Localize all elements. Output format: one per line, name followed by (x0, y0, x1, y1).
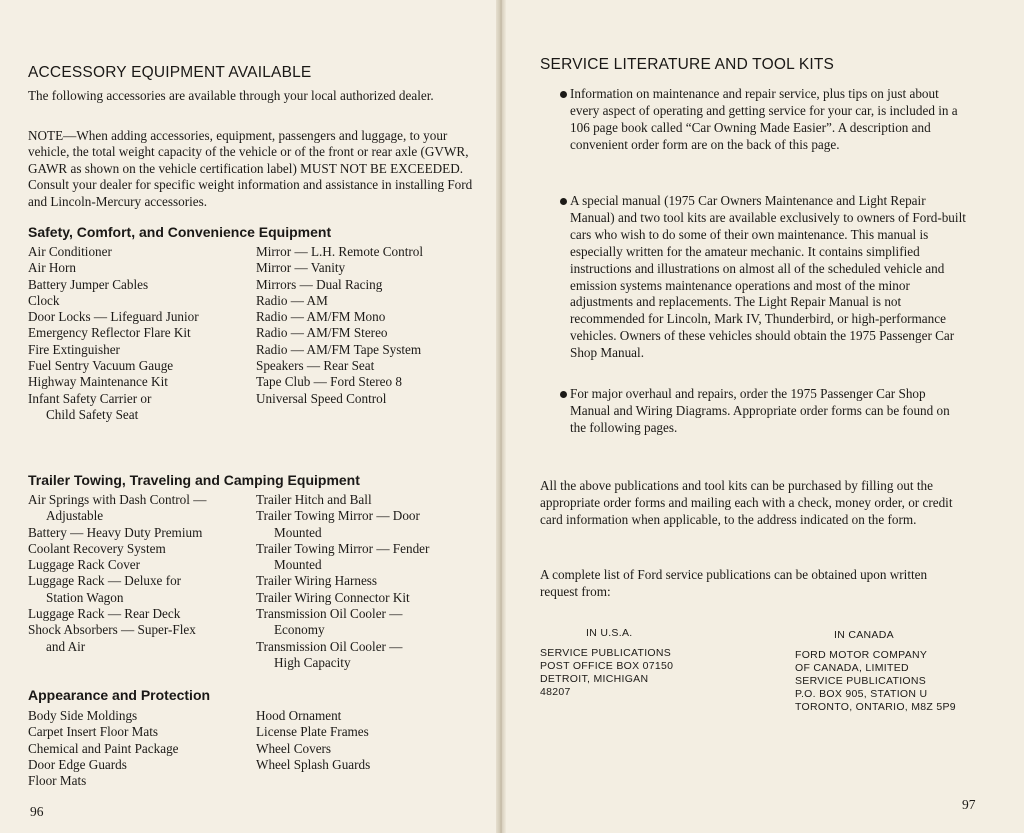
list-item: Mounted (274, 557, 322, 573)
list-item: Highway Maintenance Kit (28, 374, 168, 390)
list-item: Floor Mats (28, 773, 87, 789)
accessory-heading: ACCESSORY EQUIPMENT AVAILABLE (28, 64, 312, 81)
list-item: Body Side Moldings (28, 708, 138, 723)
list-item: Door Locks — Lifeguard Junior (28, 309, 199, 325)
address-line: FORD MOTOR COMPANY (795, 649, 928, 661)
list-item: Trailer Hitch and Ball (256, 492, 372, 507)
list-item: Air Conditioner (28, 244, 112, 259)
list-item: License Plate Frames (256, 724, 369, 740)
list-item: Chemical and Paint Package (28, 740, 179, 756)
page-number-left: 96 (30, 804, 44, 819)
bullet-icon (560, 391, 567, 398)
list-item: Radio — AM/FM Tape System (256, 341, 422, 357)
bullet-icon (560, 198, 567, 205)
list-item: Hood Ornament (256, 708, 342, 723)
address-line: SERVICE PUBLICATIONS (795, 675, 927, 687)
list-item: Door Edge Guards (28, 756, 127, 772)
request-paragraph: A complete list of Ford service publications can be obtained upon written request from: (540, 567, 928, 599)
safety-col1 (28, 244, 199, 423)
bullet-item-2: A special manual (1975 Car Owners Maintenance and Light Repair Manual) and two tool kits are available exclusively to owners of Ford-built cars who wish to do some of their own maintenance. This manual is especially written for the amateur mechanic. It contains simplified instructions and illustrations on almost all of the scheduled vehicle and emission systems maintenance operations and most of the minor adjustments and replacements. The Light Repair Manual is not recommended for Lincoln, Mark IV, Thunderbird, or high-performance vehicles. Owners of these vehicles should obtain the 1975 Passenger Car Shop Manual. (570, 193, 970, 362)
list-item: Emergency Reflector Flare Kit (28, 325, 191, 341)
list-item: Radio — AM/FM Mono (256, 309, 386, 325)
list-item: Mirror — L.H. Remote Control (256, 244, 424, 259)
list-item: Fuel Sentry Vacuum Gauge (28, 358, 174, 374)
list-item: Transmission Oil Cooler — (256, 638, 403, 654)
address-line: 48207 (540, 686, 571, 698)
list-item: Fire Extinguisher (28, 341, 120, 357)
list-item: Speakers — Rear Seat (256, 358, 375, 374)
list-item: Air Springs with Dash Control — (28, 492, 207, 507)
section-title-trailer: Trailer Towing, Traveling and Camping Equipment (28, 472, 360, 488)
list-item: Trailer Wiring Harness (256, 573, 378, 589)
list-item: Luggage Rack — Deluxe for (28, 573, 182, 589)
address-line: DETROIT, MICHIGAN (540, 673, 649, 685)
address-line: TORONTO, ONTARIO, M8Z 5P9 (795, 701, 956, 713)
address-line: POST OFFICE BOX 07150 (540, 660, 674, 672)
list-item: Wheel Covers (256, 740, 332, 756)
address-line: OF CANADA, LIMITED (795, 662, 909, 674)
list-item: Trailer Towing Mirror — Fender (256, 540, 430, 556)
list-item: Coolant Recovery System (28, 540, 166, 556)
intro-text: The following accessories are available through your local authorized dealer. (28, 88, 434, 103)
list-item: Mounted (274, 524, 322, 540)
bullet-item-1: Information on maintenance and repair service, plus tips on just about every aspect of operating and getting service for your car, is included in a 106 page book called “Car Owning Made Easier”. A description and convenient order form are on the back of this page. (570, 86, 960, 154)
list-item: Mirrors — Dual Racing (256, 276, 383, 292)
list-item: Radio — AM/FM Stereo (256, 325, 388, 341)
note-text: NOTE—When adding accessories, equipment, passengers and luggage, to your vehicle, the total weight capacity of the vehicle or of the front or rear axle (GVWR, GAWR as shown on the vehicle certification label) MUST NOT BE EXCEEDED. Consult your dealer for specific weight information and assistance in installing Ford and Lincoln-Mercury accessories. (28, 128, 473, 209)
canada-label: IN CANADA (834, 629, 894, 641)
list-item: Clock (28, 292, 60, 308)
address-line: SERVICE PUBLICATIONS (540, 647, 672, 659)
appearance-col1 (28, 708, 179, 789)
list-item: Tape Club — Ford Stereo 8 (256, 374, 402, 390)
list-item: Infant Safety Carrier or (28, 390, 152, 406)
list-item: Trailer Wiring Connector Kit (256, 589, 410, 605)
trailer-col1 (28, 492, 206, 655)
bullet-icon (560, 91, 567, 98)
bullet-item-3: For major overhaul and repairs, order the 1975 Passenger Car Shop Manual and Wiring Diagrams. Appropriate order forms can be found on the following pages. (570, 386, 950, 437)
list-item: Carpet Insert Floor Mats (28, 724, 159, 740)
page-number-right: 97 (962, 797, 976, 812)
list-item: Luggage Rack — Rear Deck (28, 606, 181, 622)
list-item: Trailer Towing Mirror — Door (256, 508, 420, 524)
list-item: Child Safety Seat (46, 406, 139, 422)
list-item: Economy (274, 622, 325, 638)
section-title-safety: Safety, Comfort, and Convenience Equipment (28, 224, 332, 240)
safety-col2 (256, 244, 423, 407)
list-item: Transmission Oil Cooler — (256, 606, 403, 622)
usa-address (540, 647, 673, 699)
list-item: Adjustable (46, 508, 104, 524)
usa-label: IN U.S.A. (586, 627, 633, 639)
list-item: High Capacity (274, 654, 351, 670)
address-line: P.O. BOX 905, STATION U (795, 688, 928, 700)
canada-address (795, 649, 956, 714)
service-heading: SERVICE LITERATURE AND TOOL KITS (540, 56, 835, 73)
trailer-col2 (256, 492, 429, 671)
list-item: Radio — AM (256, 292, 328, 308)
list-item: Wheel Splash Guards (256, 756, 371, 772)
appearance-col2 (256, 708, 370, 773)
book-gutter (496, 0, 506, 833)
list-item: Air Horn (28, 260, 76, 276)
list-item: Station Wagon (46, 589, 124, 605)
section-title-appearance: Appearance and Protection (28, 687, 211, 703)
list-item: and Air (46, 638, 86, 654)
list-item: Mirror — Vanity (256, 260, 346, 276)
list-item: Battery Jumper Cables (28, 276, 149, 292)
list-item: Shock Absorbers — Super-Flex (28, 622, 196, 638)
list-item: Battery — Heavy Duty Premium (28, 524, 203, 540)
list-item: Universal Speed Control (256, 390, 387, 406)
purchase-paragraph: All the above publications and tool kits can be purchased by filling out the appropriate order forms and mailing each with a check, money order, or credit card information when applicable, to the address indicated on the form. (540, 478, 953, 527)
list-item: Luggage Rack Cover (28, 557, 141, 573)
